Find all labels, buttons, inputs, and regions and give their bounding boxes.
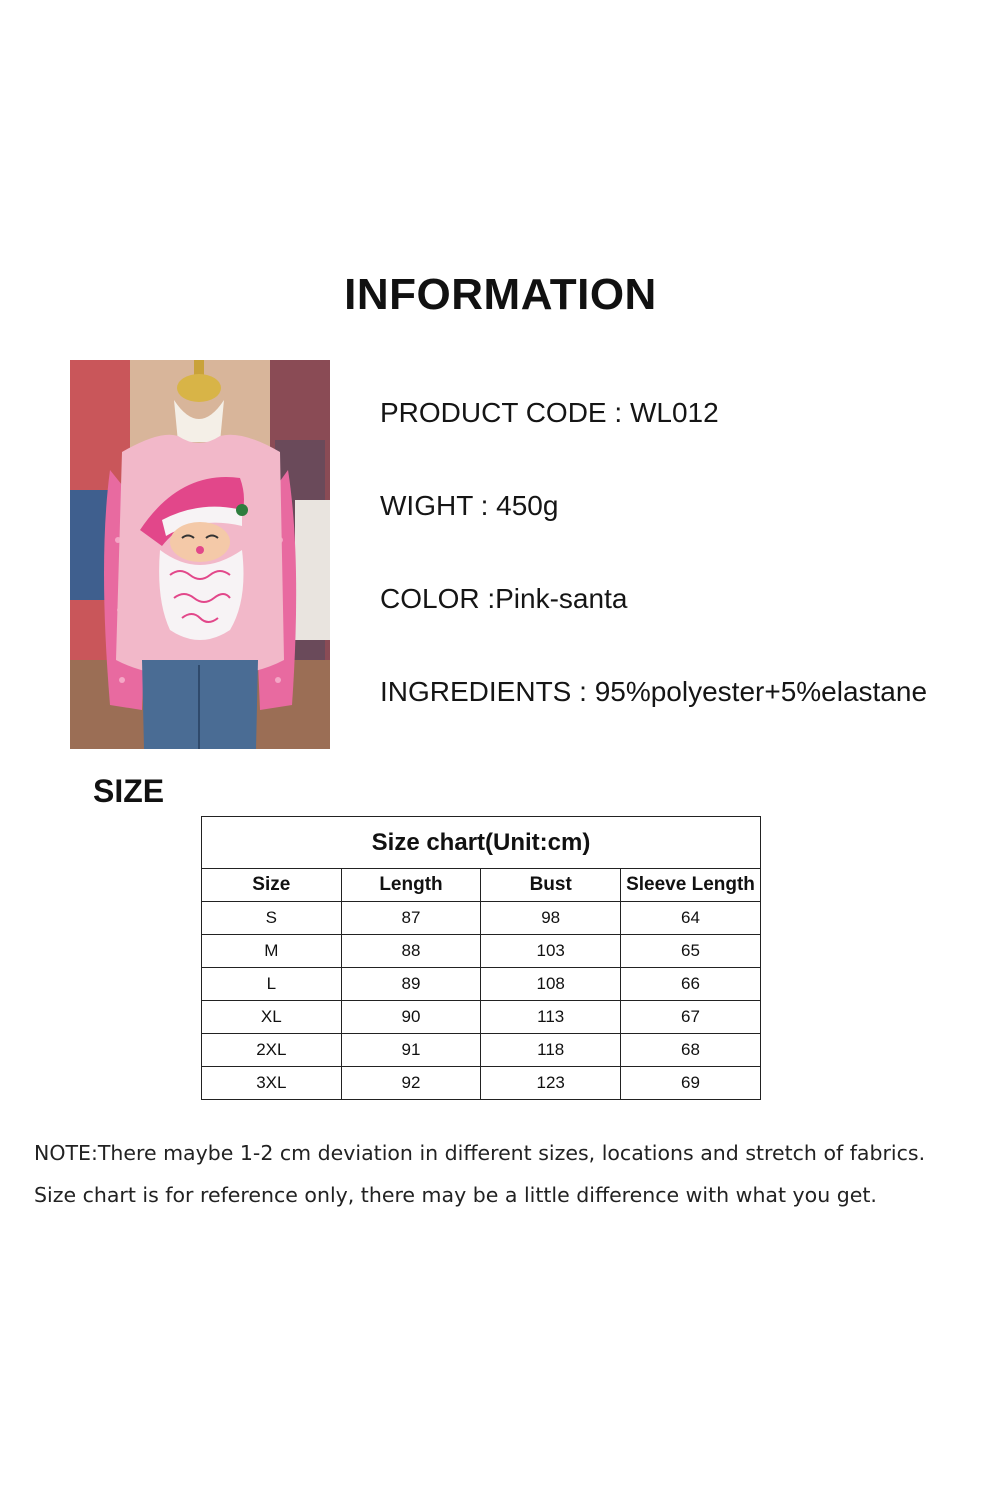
page-title: INFORMATION (344, 270, 657, 319)
table-cell: 3XL (202, 1067, 342, 1100)
table-cell: 118 (481, 1034, 621, 1067)
table-row (202, 935, 761, 968)
table-header-row (202, 869, 761, 902)
size-chart-table (201, 816, 761, 1100)
table-cell: S (202, 902, 342, 935)
table-cell: 108 (481, 968, 621, 1001)
product-ingredients: INGREDIENTS : 95%polyester+5%elastane (380, 676, 928, 707)
table-cell: 66 (621, 968, 761, 1001)
table-cell: 89 (341, 968, 481, 1001)
table-row (202, 902, 761, 935)
product-photo (70, 360, 330, 749)
note-deviation: NOTE:There maybe 1-2 cm deviation in different sizes, locations and stretch of fabrics. (34, 1141, 926, 1165)
table-cell: 68 (621, 1034, 761, 1067)
table-row (202, 968, 761, 1001)
table-caption-row (202, 817, 761, 869)
product-color: COLOR :Pink-santa (380, 583, 628, 614)
table-cell: 67 (621, 1001, 761, 1034)
product-weight: WIGHT : 450g (380, 490, 559, 521)
column-header: Sleeve Length (621, 869, 761, 902)
note-reference: Size chart is for reference only, there may be a little difference with what you get. (34, 1183, 877, 1207)
table-row (202, 1034, 761, 1067)
table-row (202, 1001, 761, 1034)
table-cell: 87 (341, 902, 481, 935)
table-cell: 88 (341, 935, 481, 968)
table-cell: 123 (481, 1067, 621, 1100)
table-row (202, 1067, 761, 1100)
table-cell: 64 (621, 902, 761, 935)
table-cell: 65 (621, 935, 761, 968)
table-cell: L (202, 968, 342, 1001)
table-cell: 113 (481, 1001, 621, 1034)
table-cell: M (202, 935, 342, 968)
table-cell: 98 (481, 902, 621, 935)
table-cell: XL (202, 1001, 342, 1034)
table-cell: 103 (481, 935, 621, 968)
table-cell: 91 (341, 1034, 481, 1067)
column-header: Size (202, 869, 342, 902)
table-cell: 92 (341, 1067, 481, 1100)
column-header: Length (341, 869, 481, 902)
product-code: PRODUCT CODE : WL012 (380, 397, 719, 428)
column-header: Bust (481, 869, 621, 902)
size-chart-caption: Size chart(Unit:cm) (202, 817, 761, 869)
table-cell: 69 (621, 1067, 761, 1100)
table-cell: 90 (341, 1001, 481, 1034)
size-heading: SIZE (93, 773, 165, 809)
table-cell: 2XL (202, 1034, 342, 1067)
